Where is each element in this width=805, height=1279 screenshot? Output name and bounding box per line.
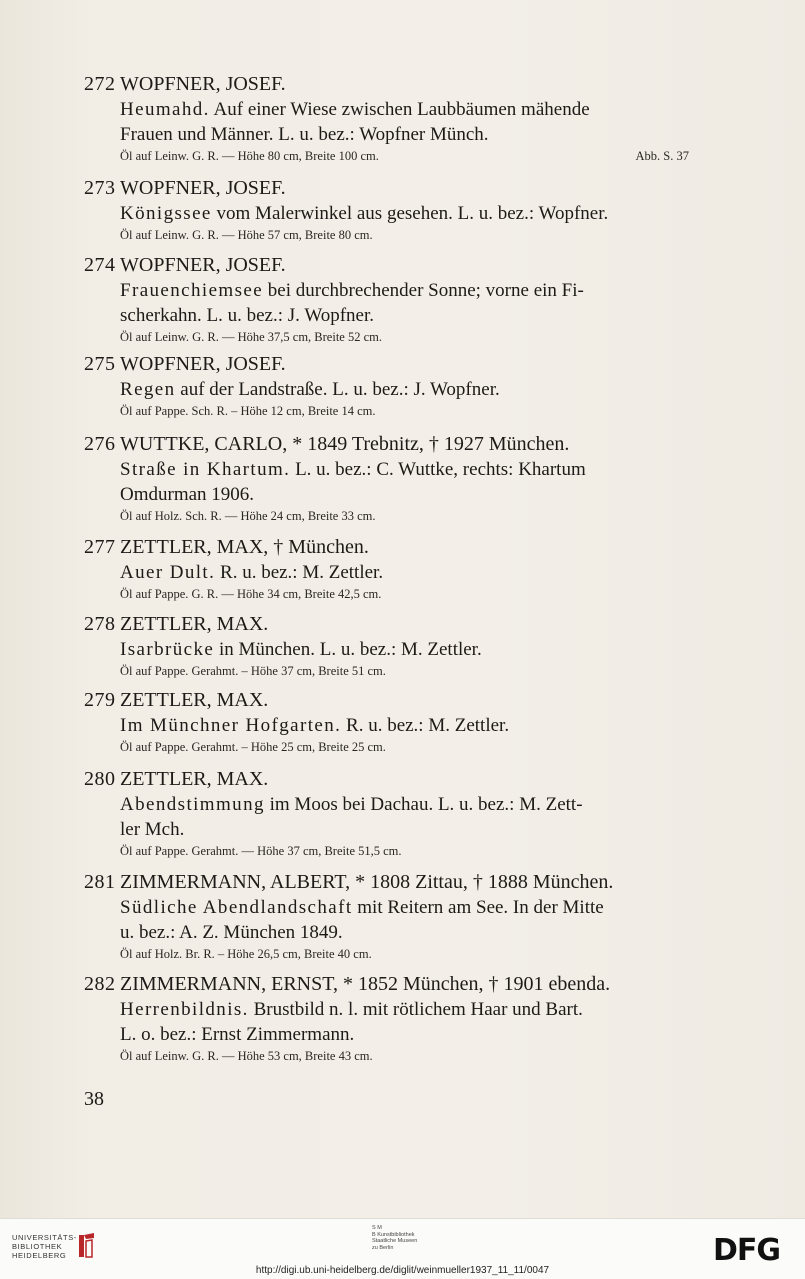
artwork-details: Öl auf Holz. Br. R. – Höhe 26,5 cm, Breite 40 cm.: [120, 947, 372, 961]
entry-number: 282: [84, 973, 116, 995]
smb-library-label[interactable]: S M B Kunstbibliothek Staatliche Museen zu Berlin: [372, 1225, 418, 1251]
artist-name: ZETTLER, MAX.: [120, 689, 269, 711]
artwork-description: Abendstimmung im Moos bei Dachau. L. u. bez.: M. Zett- ler Mch.: [120, 794, 583, 840]
artwork-details: Öl auf Leinw. G. R. — Höhe 37,5 cm, Breite 52 cm.: [120, 330, 382, 344]
entry-number: 281: [84, 871, 116, 893]
entry-number: 279: [84, 689, 116, 711]
artist-name: ZETTLER, MAX.: [120, 613, 269, 635]
artist-name: WOPFNER, JOSEF.: [120, 73, 286, 95]
artist-name: WOPFNER, JOSEF.: [120, 177, 286, 199]
dfg-logo[interactable]: DFG: [713, 1233, 781, 1268]
entry-number: 277: [84, 536, 116, 558]
artwork-description: Königssee vom Malerwinkel aus gesehen. L. u. bez.: Wopfner.: [120, 203, 609, 224]
artwork-title: Südliche Abendlandschaft: [120, 897, 353, 918]
artwork-title: Abendstimmung: [120, 794, 265, 815]
artwork-description: Auer Dult. R. u. bez.: M. Zettler.: [120, 562, 384, 583]
artwork-title: Heumahd.: [120, 99, 210, 120]
artwork-description: Im Münchner Hofgarten. R. u. bez.: M. Zettler.: [120, 715, 510, 736]
artist-name: ZIMMERMANN, ALBERT, * 1808 Zittau, † 1888 München.: [120, 871, 614, 893]
university-library-label[interactable]: UNIVERSITÄTS- BIBLIOTHEK HEIDELBERG: [12, 1233, 77, 1260]
artwork-title: Herrenbildnis.: [120, 999, 249, 1020]
footer-bar: [0, 1218, 805, 1279]
artwork-title: Straße in Khartum.: [120, 459, 291, 480]
artist-name: ZIMMERMANN, ERNST, * 1852 München, † 1901 ebenda.: [120, 973, 611, 995]
artwork-title: Isarbrücke: [120, 639, 215, 660]
artwork-description: Südliche Abendlandschaft mit Reitern am See. In der Mitte u. bez.: A. Z. München 1849.: [120, 897, 604, 943]
artist-name: WOPFNER, JOSEF.: [120, 353, 286, 375]
artist-name: WUTTKE, CARLO, * 1849 Trebnitz, † 1927 München.: [120, 433, 570, 455]
artwork-title: Regen: [120, 379, 176, 400]
artwork-details: Öl auf Pappe. Gerahmt. — Höhe 37 cm, Breite 51,5 cm.: [120, 844, 402, 858]
entry-number: 280: [84, 768, 116, 790]
illustration-reference: Abb. S. 37: [635, 149, 689, 163]
entry-number: 273: [84, 177, 116, 199]
artist-name: ZETTLER, MAX, † München.: [120, 536, 369, 558]
entry-number: 274: [84, 254, 116, 276]
artwork-details: Öl auf Pappe. G. R. — Höhe 34 cm, Breite 42,5 cm.: [120, 587, 382, 601]
artwork-description: Regen auf der Landstraße. L. u. bez.: J. Wopfner.: [120, 379, 500, 400]
entry-number: 272: [84, 73, 116, 95]
artwork-details: Öl auf Pappe. Gerahmt. – Höhe 37 cm, Breite 51 cm.: [120, 664, 386, 678]
artist-name: ZETTLER, MAX.: [120, 768, 269, 790]
page-number: 38: [84, 1088, 104, 1110]
artwork-title: Auer Dult.: [120, 562, 216, 583]
artwork-description: Isarbrücke in München. L. u. bez.: M. Zettler.: [120, 639, 482, 660]
artwork-details: Öl auf Pappe. Sch. R. – Höhe 12 cm, Breite 14 cm.: [120, 404, 376, 418]
permalink-url[interactable]: http://digi.ub.uni-heidelberg.de/diglit/weinmueller1937_11_11/0047: [255, 1265, 550, 1276]
artwork-title: Königssee: [120, 203, 212, 224]
artwork-title: Frauenchiemsee: [120, 280, 264, 301]
artwork-details: Öl auf Holz. Sch. R. — Höhe 24 cm, Breite 33 cm.: [120, 509, 376, 523]
artwork-description: Frauenchiemsee bei durchbrechender Sonne; vorne ein Fi- scherkahn. L. u. bez.: J. Wopfner.: [120, 280, 584, 326]
entry-number: 278: [84, 613, 116, 635]
entry-number: 276: [84, 433, 116, 455]
artwork-details: Öl auf Leinw. G. R. — Höhe 53 cm, Breite 43 cm.: [120, 1049, 373, 1063]
artwork-details: Öl auf Leinw. G. R. — Höhe 80 cm, Breite 100 cm. Abb. S. 37: [120, 147, 689, 166]
entry-number: 275: [84, 353, 116, 375]
artwork-details: Öl auf Pappe. Gerahmt. – Höhe 25 cm, Breite 25 cm.: [120, 740, 386, 754]
artwork-description: Herrenbildnis. Brustbild n. l. mit rötlichem Haar und Bart. L. o. bez.: Ernst Zimmermann.: [120, 999, 583, 1045]
artist-name: WOPFNER, JOSEF.: [120, 254, 286, 276]
artwork-description: Straße in Khartum. L. u. bez.: C. Wuttke, rechts: Khartum Omdurman 1906.: [120, 459, 586, 505]
heidelberg-logo-icon[interactable]: [76, 1231, 98, 1261]
artwork-description: Heumahd. Auf einer Wiese zwischen Laubbäumen mähende Frauen und Männer. L. u. bez.: Wopfner Münch.: [120, 99, 590, 145]
artwork-details: Öl auf Leinw. G. R. — Höhe 57 cm, Breite 80 cm.: [120, 228, 373, 242]
artwork-title: Im Münchner Hofgarten.: [120, 715, 342, 736]
